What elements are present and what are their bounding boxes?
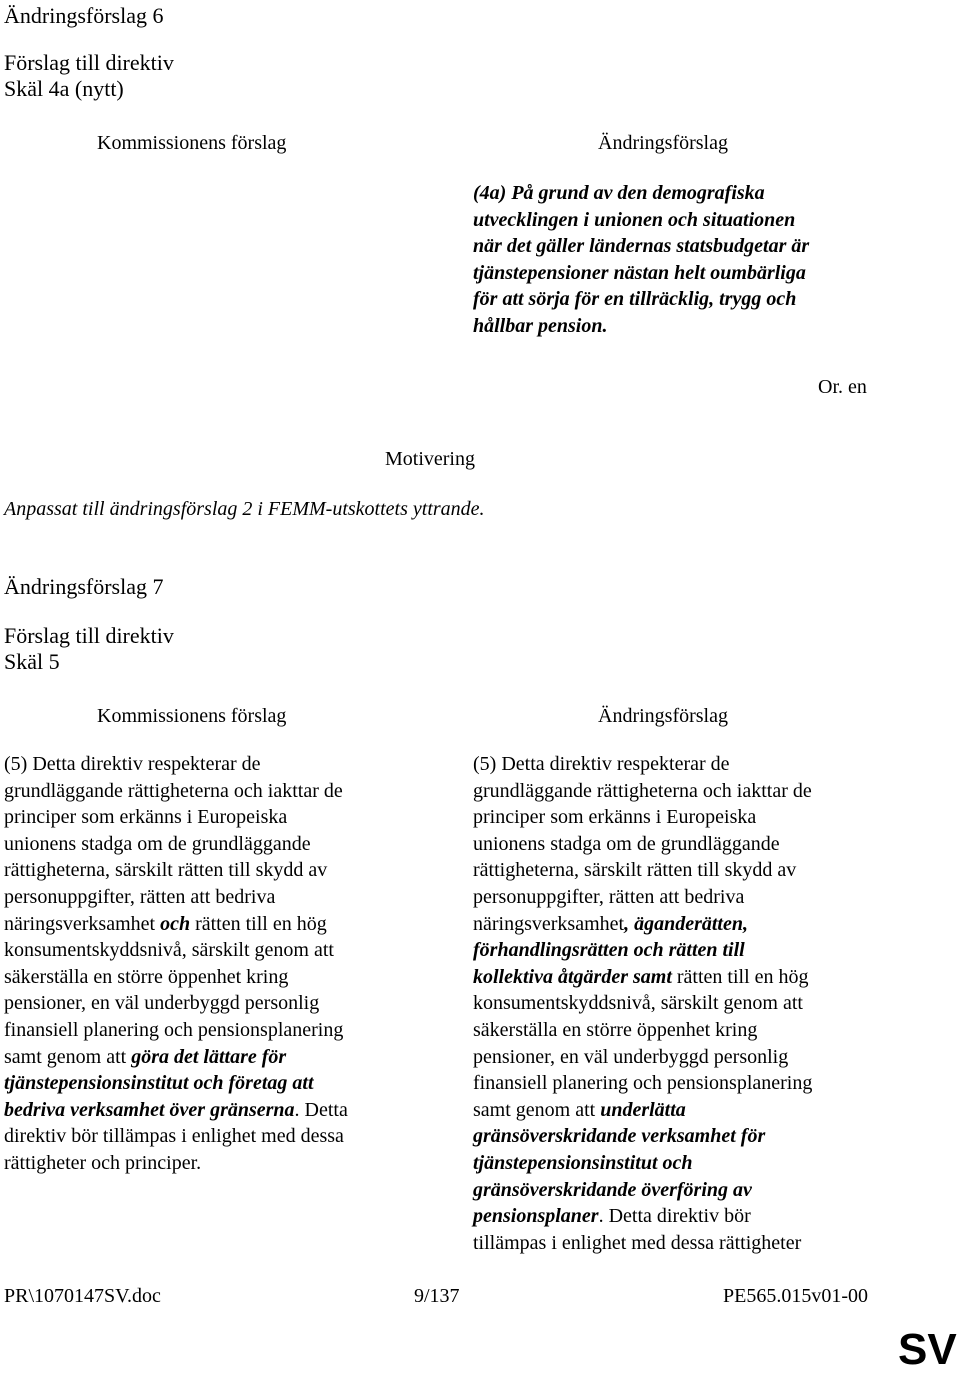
text-run: näringsverksamhet — [473, 912, 625, 935]
text-line — [4, 804, 287, 831]
text-run: säkerställa en större öppenhet kring — [473, 1019, 758, 1041]
amended-text-run: pensionsplaner — [473, 1205, 599, 1228]
text-run: hållbar pension. — [473, 315, 608, 337]
text-line — [473, 1070, 812, 1097]
amendment-6-proposal: Förslag till direktiv — [4, 50, 174, 75]
footer-doc-ref: PR\1070147SV.doc — [4, 1285, 161, 1307]
text-run: principer som erkänns i Europeiska — [4, 806, 288, 829]
text-line — [473, 1097, 686, 1124]
amendment-7-amendment-heading: Ändringsförslag — [598, 705, 728, 727]
text-line — [4, 1097, 348, 1124]
amended-text-run: och — [160, 912, 191, 935]
amendment-6-commission-heading: Kommissionens förslag — [97, 132, 287, 154]
amendment-6-title: Ändringsförslag 6 — [4, 3, 164, 28]
text-run: . Detta direktiv bör — [598, 1205, 751, 1228]
text-run: när det gäller ländernas statsbudgetar är — [473, 235, 810, 258]
text-run: utvecklingen i unionen och situationen — [473, 208, 796, 231]
footer-pe-ref: PE565.015v01-00 — [723, 1285, 868, 1307]
text-line — [473, 990, 803, 1017]
text-run: säkerställa en större öppenhet kring — [4, 965, 289, 988]
text-run: rättigheter och principer. — [4, 1152, 202, 1174]
text-run: unionens stadga om de grundläggande — [473, 832, 780, 855]
text-line — [473, 937, 745, 964]
amended-text-run: underlätta — [600, 1098, 686, 1121]
original-language: Or. en — [818, 376, 867, 398]
text-run: . Detta — [294, 1098, 348, 1121]
text-run: (5) Detta direktiv respekterar de — [4, 753, 261, 775]
text-run: finansiell planering och pensionsplanering — [4, 1019, 344, 1041]
text-run: finansiell planering och pensionsplanering — [473, 1072, 813, 1095]
text-line — [4, 990, 319, 1017]
amendment-6-recital: Skäl 4a (nytt) — [4, 76, 124, 101]
amendment-7-amended-text — [473, 751, 893, 1271]
text-run: konsumentskyddsnivå, särskilt genom att — [4, 939, 334, 962]
text-run: unionens stadga om de grundläggande — [4, 832, 311, 855]
text-line — [473, 233, 809, 260]
text-line — [4, 857, 327, 884]
text-run: personuppgifter, rätten att bedriva — [473, 886, 745, 908]
amendment-7-commission-heading: Kommissionens förslag — [97, 705, 287, 727]
justification-text: Anpassat till ändringsförslag 2 i FEMM-utskottets yttrande. — [4, 498, 485, 520]
footer-page-number: 9/137 — [414, 1285, 460, 1307]
amended-text-run: bedriva verksamhet över gränserna — [4, 1098, 295, 1121]
text-run: pensioner, en väl underbyggd personlig — [4, 992, 320, 1015]
text-line — [4, 751, 261, 778]
text-run: grundläggande rättigheterna och iakttar de — [4, 779, 343, 802]
text-run: konsumentskyddsnivå, särskilt genom att — [473, 992, 803, 1015]
text-line — [473, 1203, 751, 1230]
text-line — [473, 831, 780, 858]
text-run: pensioner, en väl underbyggd personlig — [473, 1045, 789, 1068]
text-line — [473, 751, 730, 778]
text-run: principer som erkänns i Europeiska — [473, 806, 757, 829]
text-line — [4, 1150, 201, 1177]
amendment-6-amended-text — [473, 180, 893, 350]
text-line — [473, 207, 795, 234]
text-line — [473, 1017, 757, 1044]
text-line — [473, 964, 809, 991]
amendment-6-amendment-heading: Ändringsförslag — [598, 132, 728, 154]
text-line — [4, 1044, 286, 1071]
text-line — [473, 804, 756, 831]
text-run: (5) Detta direktiv respekterar de — [473, 753, 730, 775]
text-run: samt genom att — [473, 1098, 601, 1121]
text-line — [473, 911, 748, 938]
text-line — [4, 831, 311, 858]
text-line — [473, 857, 796, 884]
text-line — [4, 884, 275, 911]
text-run: direktiv bör tillämpas i enlighet med dessa — [4, 1125, 344, 1148]
text-run: rätten till en hög — [671, 965, 809, 988]
amendment-7-proposal: Förslag till direktiv — [4, 623, 174, 648]
text-line — [4, 1017, 343, 1044]
amendment-7-commission-text — [4, 751, 424, 1191]
text-line — [473, 180, 765, 207]
text-line — [4, 937, 334, 964]
text-run: grundläggande rättigheterna och iakttar de — [473, 779, 812, 802]
text-line — [473, 778, 812, 805]
text-line — [473, 313, 607, 340]
amended-text-run: gränsöverskridande verksamhet för — [473, 1125, 766, 1148]
text-line — [4, 1070, 314, 1097]
amended-text-run: , äganderätten, — [624, 912, 748, 935]
text-line — [473, 884, 744, 911]
amended-text-run: förhandlingsrätten och rätten till — [473, 939, 745, 962]
text-run: personuppgifter, rätten att bedriva — [4, 886, 276, 908]
justification-heading: Motivering — [385, 448, 475, 470]
text-run: rättigheterna, särskilt rätten till skydd av — [473, 859, 797, 882]
text-line — [4, 911, 327, 938]
amended-text-run: göra det lättare för — [131, 1045, 287, 1068]
text-run: näringsverksamhet — [4, 912, 161, 935]
text-run: samt genom att — [4, 1045, 132, 1068]
text-run: tillämpas i enlighet med dessa rättigheter — [473, 1231, 802, 1254]
text-line — [473, 1177, 752, 1204]
amended-text-run: kollektiva åtgärder samt — [473, 965, 672, 988]
amendment-7-recital: Skäl 5 — [4, 649, 60, 674]
text-run: (4a) På grund av den demografiska — [473, 182, 765, 204]
amended-text-run: tjänstepensionsinstitut och — [473, 1152, 693, 1174]
amended-text-run: tjänstepensionsinstitut och företag att — [4, 1072, 314, 1095]
text-line — [473, 1230, 801, 1257]
text-run: rätten till en hög — [190, 912, 327, 935]
text-line — [473, 1044, 788, 1071]
text-line — [473, 1150, 693, 1177]
text-line — [4, 964, 288, 991]
amendment-7-title: Ändringsförslag 7 — [4, 574, 164, 599]
text-line — [473, 1123, 765, 1150]
text-line — [473, 260, 806, 287]
footer-language-code: SV — [898, 1325, 957, 1374]
text-run: för att sörja för en tillräcklig, trygg och — [473, 288, 797, 311]
text-line — [4, 1123, 344, 1150]
text-run: tjänstepensioner nästan helt oumbärliga — [473, 261, 806, 284]
text-line — [473, 286, 796, 313]
text-line — [4, 778, 343, 805]
text-run: rättigheterna, särskilt rätten till skydd av — [4, 859, 328, 882]
amended-text-run: gränsöverskridande överföring av — [473, 1178, 752, 1201]
